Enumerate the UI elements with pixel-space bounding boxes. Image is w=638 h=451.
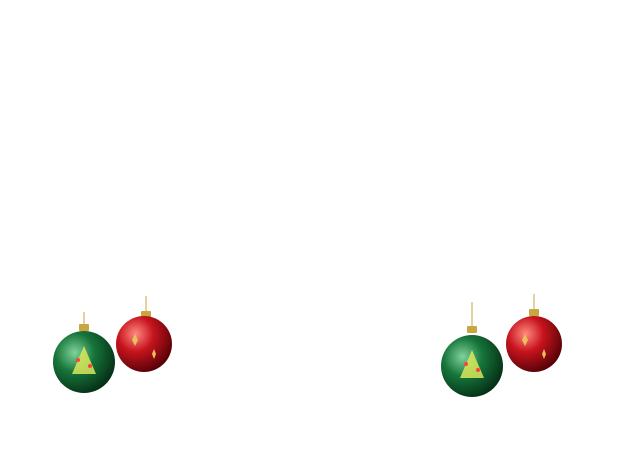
tree-border-top: [16, 12, 622, 32]
christmas-ornament-icon: [436, 294, 566, 409]
tree-border-right: [604, 32, 620, 410]
tree-border-bottom: [16, 413, 622, 433]
tree-border-left: [16, 32, 32, 410]
christmas-ornament-icon: [48, 296, 178, 406]
